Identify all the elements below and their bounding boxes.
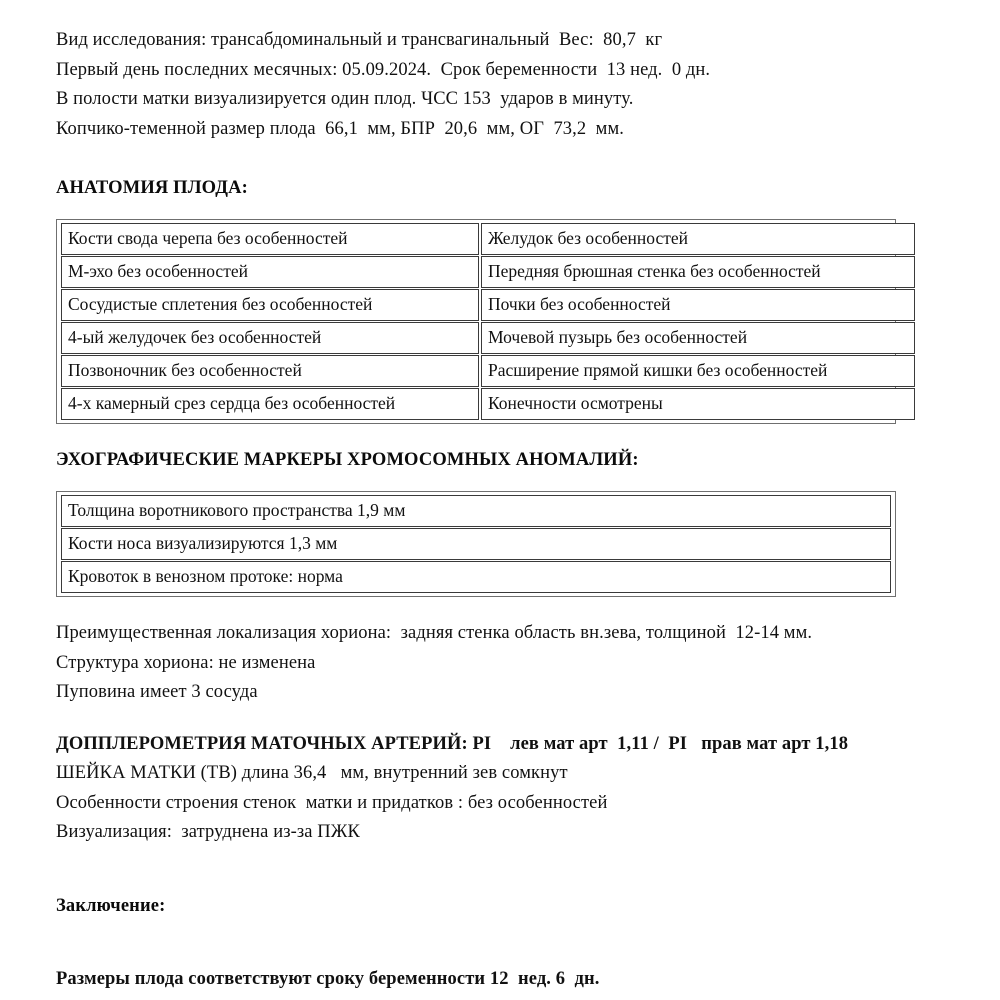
table-row [61,528,891,560]
anatomy-cell-right: Мочевой пузырь без особенностей [481,322,915,354]
anatomy-cell-right: Желудок без особенностей [481,223,915,255]
spacer-after-anatomy-table [56,424,944,446]
anatomy-cell-left: 4-х камерный срез сердца без особенностей [61,388,479,420]
spacer-conclusion-body [56,921,944,965]
visualization-line: Визуализация: затруднена из-за ПЖК [56,822,360,842]
anatomy-section-heading: АНАТОМИЯ ПЛОДА: [56,178,248,198]
table-row [61,355,915,387]
anatomy-cell-left: Сосудистые сплетения без особенностей [61,289,479,321]
anatomy-cell-left: 4-ый желудочек без особенностей [61,322,479,354]
table-row [61,256,915,288]
chorion-block [56,619,944,708]
dopplerometry-line: ДОППЛЕРОМЕТРИЯ МАТОЧНЫХ АРТЕРИЙ: PI лев мат арт 1,11 / PI прав мат арт 1,18 [56,733,849,754]
anatomy-table-wrapper [56,219,896,424]
marker-cell: Толщина воротникового пространства 1,9 мм [61,495,891,527]
anatomy-table [59,222,917,421]
dopplerometry-block [56,730,944,848]
umbilical-cord-line: Пуповина имеет 3 сосуда [56,682,258,702]
markers-table-frame [56,491,896,597]
marker-cell: Кости носа визуализируются 1,3 мм [61,528,891,560]
table-row [61,322,915,354]
anatomy-cell-left: Позвоночник без особенностей [61,355,479,387]
study-header-block [56,26,944,144]
cervix-length-line: ШЕЙКА МАТКИ (ТВ) длина 36,4 мм, внутренний зев сомкнут [56,763,568,783]
spacer-before-conclusion [56,848,944,892]
anatomy-table-frame [56,219,896,424]
study-type-line: Вид исследования: трансабдоминальный и трансвагинальный Вес: 80,7 кг [56,30,663,50]
anatomy-cell-left: М-эхо без особенностей [61,256,479,288]
last-menstrual-period-line: Первый день последних месячных: 05.09.2024. Срок беременности 13 нед. 0 дн. [56,59,711,80]
spacer-before-dopplerometry [56,708,944,730]
chorion-structure-line: Структура хориона: не изменена [56,652,316,673]
table-row [61,289,915,321]
anatomy-cell-right: Передняя брюшная стенка без особенностей [481,256,915,288]
conclusion-heading: Заключение: [56,895,166,916]
markers-table-wrapper [56,491,896,597]
uterine-walls-line: Особенности строения стенок матки и придатков : без особенностей [56,792,608,813]
anatomy-cell-right: Конечности осмотрены [481,388,915,420]
table-row [61,223,915,255]
spacer-after-markers-table [56,597,944,619]
table-row [61,388,915,420]
chorion-localization-line: Преимущественная локализация хориона: задняя стенка область вн.зева, толщиной 12-14 мм. [56,623,813,643]
marker-cell: Кровоток в венозном протоке: норма [61,561,891,593]
fetal-measurements-line: Копчико-теменной размер плода 66,1 мм, БПР 20,6 мм, ОГ 73,2 мм. [56,118,625,139]
anatomy-cell-right: Расширение прямой кишки без особенностей [481,355,915,387]
spacer-before-anatomy [56,144,944,174]
spacer-anatomy-heading [56,203,944,219]
markers-table [59,494,893,594]
fetal-heart-rate-line: В полости матки визуализируется один плод. ЧСС 153 ударов в минуту. [56,89,634,109]
markers-section-heading: ЭХОГРАФИЧЕСКИЕ МАРКЕРЫ ХРОМОСОМНЫХ АНОМАЛИЙ: [56,450,639,470]
conclusion-text: Размеры плода соответствуют сроку беременности 12 нед. 6 дн. [56,968,600,989]
table-row [61,495,891,527]
anatomy-cell-left: Кости свода черепа без особенностей [61,223,479,255]
spacer-markers-heading [56,475,944,491]
table-row [61,561,891,593]
anatomy-cell-right: Почки без особенностей [481,289,915,321]
